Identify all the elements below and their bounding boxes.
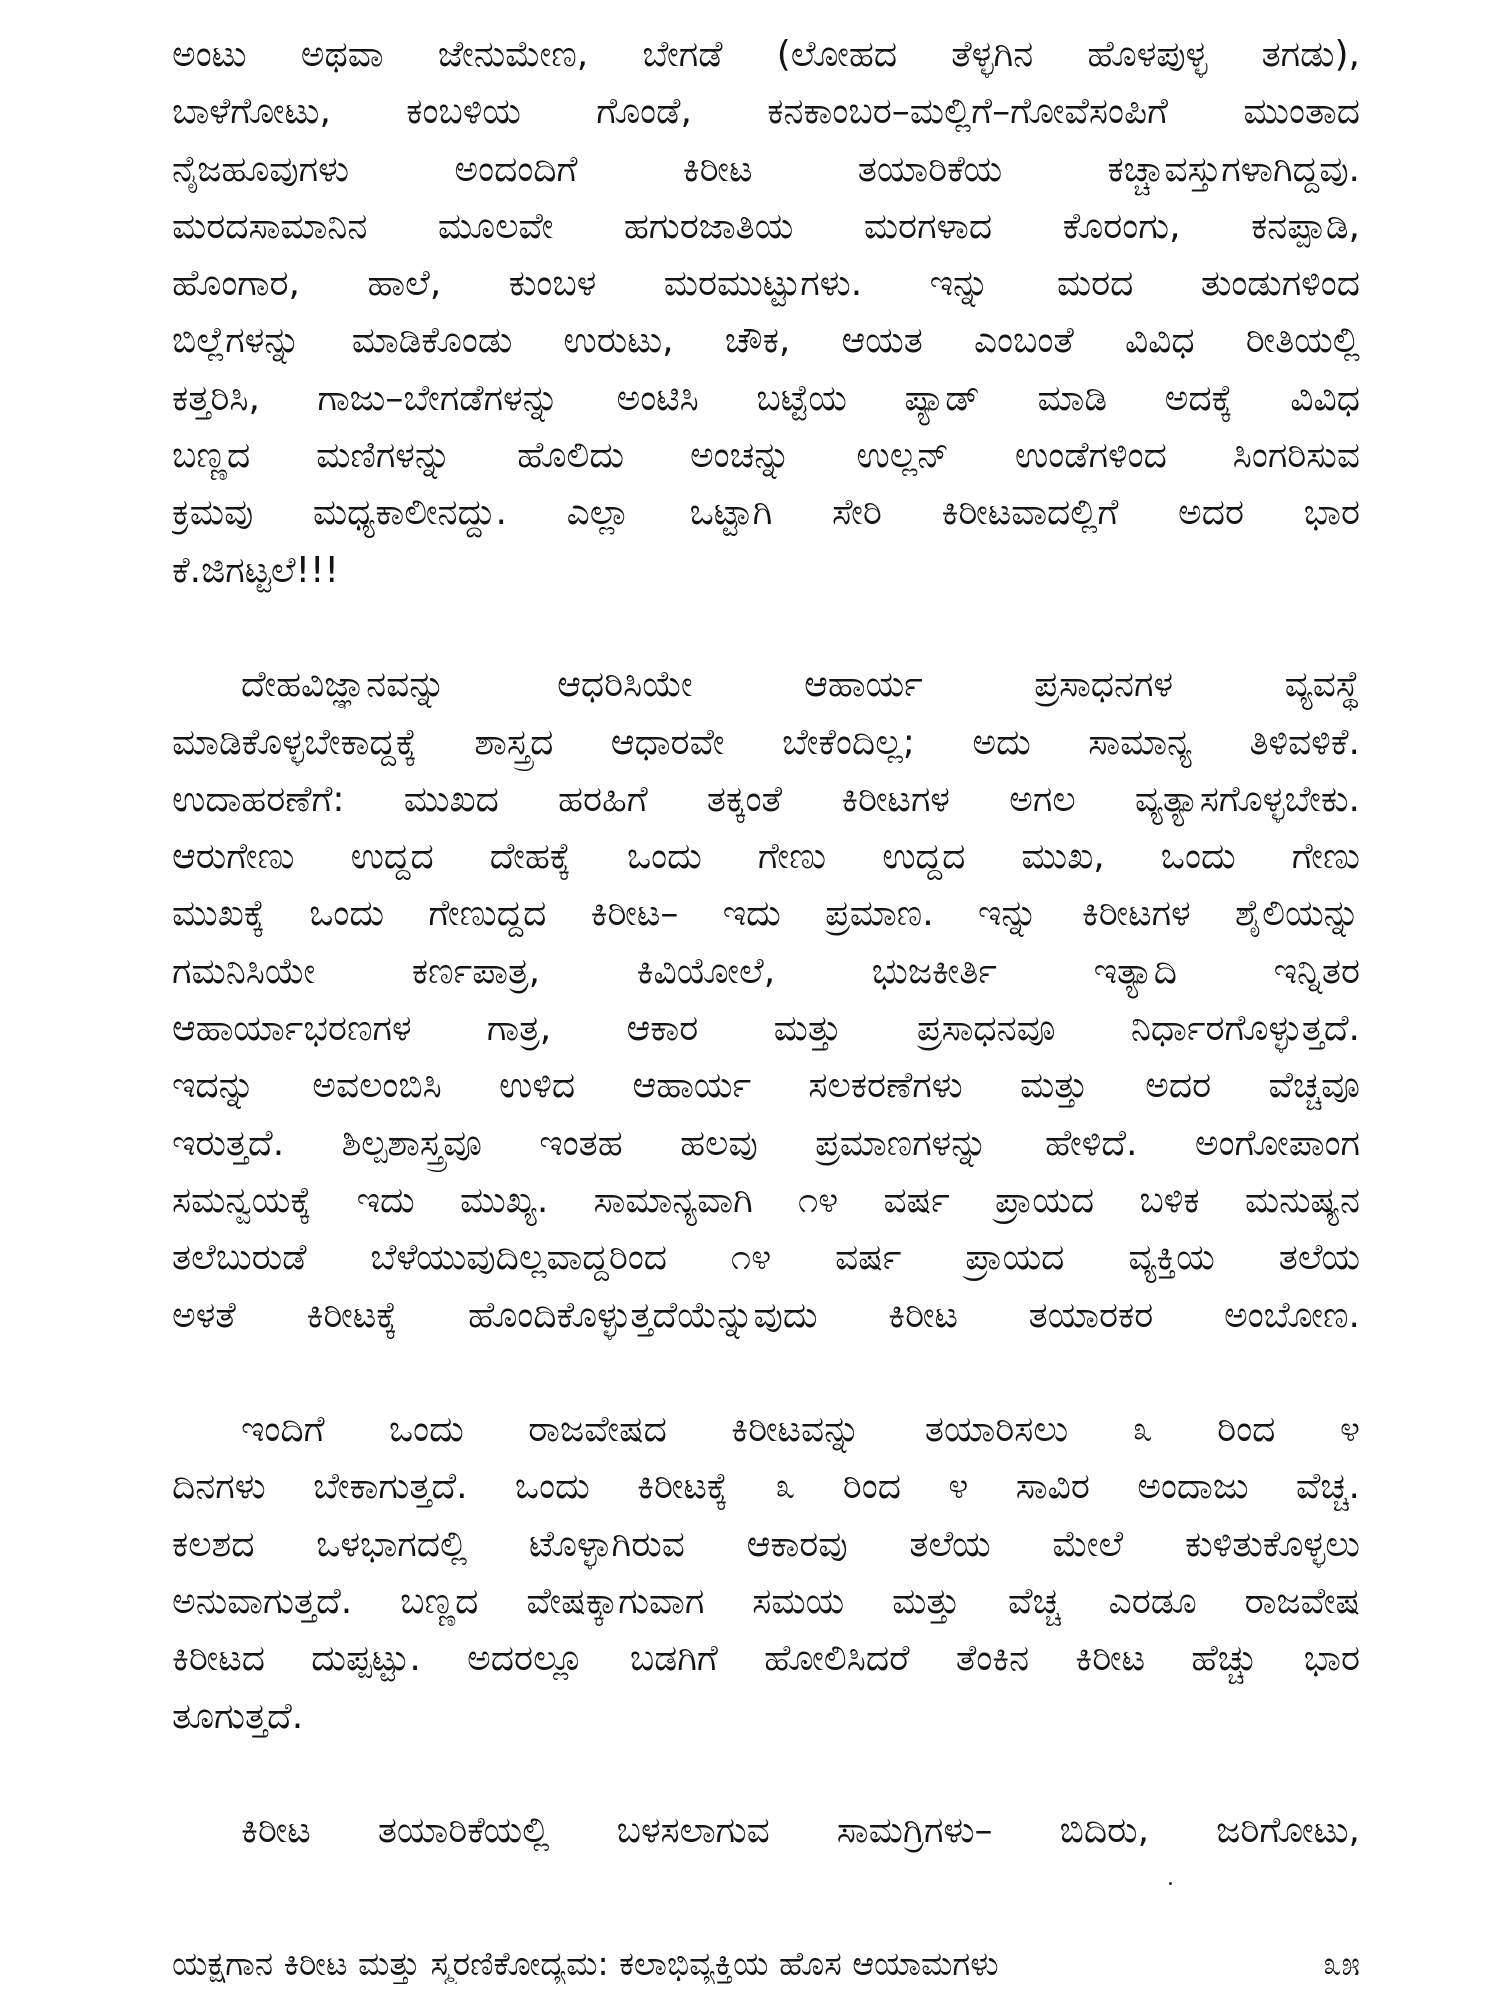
text-line: ತೂಗುತ್ತದೆ.: [172, 1695, 304, 1737]
text-line: ಮಾಡಿಕೊಳ್ಳಬೇಕಾದ್ದಕ್ಕೆ ಶಾಸ್ತ್ರದ ಆಧಾರವೇ ಬೇಕೆಂದಿಲ್ಲ; ಅದು ಸಾಮಾನ್ಯ ತಿಳಿವಳಿಕೆ.: [172, 721, 1360, 763]
text-line: ಆಹಾರ್ಯಾಭರಣಗಳ ಗಾತ್ರ, ಆಕಾರ ಮತ್ತು ಪ್ರಸಾಧನವೂ ನಿರ್ಧಾರಗೊಳ್ಳುತ್ತದೆ.: [172, 1008, 1360, 1050]
text-line: ಕೆ.ಜಿಗಟ್ಟಲೆ!!!: [172, 549, 339, 591]
text-line: ಬಿಲ್ಲೆಗಳನ್ನು ಮಾಡಿಕೊಂಡು ಉರುಟು, ಚೌಕ, ಆಯತ ಎಂಬಂತೆ ವಿವಿಧ ರೀತಿಯಲ್ಲಿ: [172, 320, 1360, 362]
text-line: ಉದಾಹರಣೆಗೆ: ಮುಖದ ಹರಹಿಗೆ ತಕ್ಕಂತೆ ಕಿರೀಟಗಳ ಅಗಲ ವ್ಯತ್ಯಾಸಗೊಳ್ಳಬೇಕು.: [172, 778, 1360, 820]
text-line: ತಲೆಬುರುಡೆ ಬೆಳೆಯುವುದಿಲ್ಲವಾದ್ದರಿಂದ ೧೪ ವರ್ಷ ಪ್ರಾಯದ ವ್ಯಕ್ತಿಯ ತಲೆಯ: [172, 1237, 1360, 1279]
text-line: ದೇಹವಿಜ್ಞಾನವನ್ನು ಆಧರಿಸಿಯೇ ಆಹಾರ್ಯ ಪ್ರಸಾಧನಗಳ ವ್ಯವಸ್ಥೆ: [241, 664, 1360, 706]
text-line: ಅಂಟು ಅಥವಾ ಜೇನುಮೇಣ, ಬೇಗಡೆ (ಲೋಹದ ತೆಳ್ಳಗಿನ ಹೊಳಪುಳ್ಳ ತಗಡು),: [172, 34, 1360, 75]
paragraph: [172, 656, 1360, 1344]
text-line: ದಿನಗಳು ಬೇಕಾಗುತ್ತದೆ. ಒಂದು ಕಿರೀಟಕ್ಕೆ ೩ ರಿಂದ ೪ ಸಾವಿರ ಅಂದಾಜು ವೆಚ್ಚ.: [172, 1466, 1360, 1508]
text-line: ಅಳತೆ ಕಿರೀಟಕ್ಕೆ ಹೊಂದಿಕೊಳ್ಳುತ್ತದೆಯೆನ್ನುವುದು ಕಿರೀಟ ತಯಾರಕರ ಅಂಬೋಣ.: [172, 1294, 1360, 1336]
text-line: ಕಲಶದ ಒಳಭಾಗದಲ್ಲಿ ಟೊಳ್ಳಾಗಿರುವ ಆಕಾರವು ತಲೆಯ ಮೇಲೆ ಕುಳಿತುಕೊಳ್ಳಲು: [172, 1523, 1360, 1565]
running-footer: [172, 1944, 1360, 1984]
text-line: ಹೊಂಗಾರ, ಹಾಲೆ, ಕುಂಬಳ ಮರಮುಟ್ಟುಗಳು. ಇನ್ನು ಮರದ ತುಂಡುಗಳಿಂದ: [172, 263, 1360, 305]
text-line: ಕತ್ತರಿಸಿ, ಗಾಜು–ಬೇಗಡೆಗಳನ್ನು ಅಂಟಿಸಿ ಬಟ್ಟೆಯ ಪ್ಯಾಡ್ ಮಾಡಿ ಅದಕ್ಕೆ ವಿವಿಧ: [172, 377, 1360, 419]
paragraph: [172, 1401, 1360, 1745]
text-line: ಕ್ರಮವು ಮಧ್ಯಕಾಲೀನದ್ದು. ಎಲ್ಲಾ ಒಟ್ಟಾಗಿ ಸೇರಿ ಕಿರೀಟವಾದಲ್ಲಿಗೆ ಅದರ ಭಾರ: [172, 492, 1360, 534]
text-line: ಕಿರೀಟದ ದುಪ್ಪಟ್ಟು. ಅದರಲ್ಲೂ ಬಡಗಿಗೆ ಹೋಲಿಸಿದರೆ ತೆಂಕಿನ ಕಿರೀಟ ಹೆಚ್ಚು ಭಾರ: [172, 1638, 1360, 1680]
text-line: ನೈಜಹೂವುಗಳು ಅಂದಂದಿಗೆ ಕಿರೀಟ ತಯಾರಿಕೆಯ ಕಚ್ಚಾವಸ್ತುಗಳಾಗಿದ್ದವು.: [172, 148, 1360, 190]
text-line: ಅನುವಾಗುತ್ತದೆ. ಬಣ್ಣದ ವೇಷಕ್ಕಾಗುವಾಗ ಸಮಯ ಮತ್ತು ವೆಚ್ಚ ಎರಡೂ ರಾಜವೇಷ: [172, 1581, 1360, 1623]
page-number: ೩೫: [1323, 1944, 1360, 1983]
text-line: ಕಿರೀಟ ತಯಾರಿಕೆಯಲ್ಲಿ ಬಳಸಲಾಗುವ ಸಾಮಗ್ರಿಗಳು– ಬಿದಿರು, ಜರಿಗೋಟು,: [241, 1810, 1360, 1852]
text-line: ಇಂದಿಗೆ ಒಂದು ರಾಜವೇಷದ ಕಿರೀಟವನ್ನು ತಯಾರಿಸಲು ೩ ರಿಂದ ೪: [241, 1409, 1360, 1451]
paragraph: [172, 1802, 1360, 1859]
text-line: ಇರುತ್ತದೆ. ಶಿಲ್ಪಶಾಸ್ತ್ರವೂ ಇಂತಹ ಹಲವು ಪ್ರಮಾಣಗಳನ್ನು ಹೇಳಿದೆ. ಅಂಗೋಪಾಂಗ: [172, 1122, 1360, 1164]
text-line: ಬಾಳೆಗೋಟು, ಕಂಬಳಿಯ ಗೊಂಡೆ, ಕನಕಾಂಬರ–ಮಲ್ಲಿಗೆ–ಗೋವೆಸಂಪಿಗೆ ಮುಂತಾದ: [172, 91, 1360, 133]
text-line: ಬಣ್ಣದ ಮಣಿಗಳನ್ನು ಹೊಲಿದು ಅಂಚನ್ನು ಉಲ್ಲನ್ ಉಂಡೆಗಳಿಂದ ಸಿಂಗರಿಸುವ: [172, 435, 1360, 477]
text-line: ಇದನ್ನು ಅವಲಂಬಿಸಿ ಉಳಿದ ಆಹಾರ್ಯ ಸಲಕರಣೆಗಳು ಮತ್ತು ಅದರ ವೆಚ್ಚವೂ: [172, 1065, 1360, 1107]
footer-title: ಯಕ್ಷಗಾನ ಕಿರೀಟ ಮತ್ತು ಸ್ಮರಣಿಕೋದ್ಯಮ: ಕಲಾಭಿವ್ಯಕ್ತಿಯ ಹೊಸ ಆಯಾಮಗಳು: [172, 1944, 999, 1983]
text-line: ಗಮನಿಸಿಯೇ ಕರ್ಣಪಾತ್ರ, ಕಿವಿಯೋಲೆ, ಭುಜಕೀರ್ತಿ ಇತ್ಯಾದಿ ಇನ್ನಿತರ: [172, 950, 1360, 992]
body-text: [172, 26, 1360, 1860]
paragraph: [172, 26, 1360, 599]
text-line: ಮರದಸಾಮಾನಿನ ಮೂಲವೇ ಹಗುರಜಾತಿಯ ಮರಗಳಾದ ಕೊರಂಗು, ಕನಪ್ಪಾಡಿ,: [172, 205, 1360, 247]
scan-speck: [1169, 1882, 1172, 1885]
text-line: ಸಮನ್ವಯಕ್ಕೆ ಇದು ಮುಖ್ಯ. ಸಾಮಾನ್ಯವಾಗಿ ೧೪ ವರ್ಷ ಪ್ರಾಯದ ಬಳಿಕ ಮನುಷ್ಯನ: [172, 1179, 1360, 1221]
text-line: ಆರುಗೇಣು ಉದ್ದದ ದೇಹಕ್ಕೆ ಒಂದು ಗೇಣು ಉದ್ದದ ಮುಖ, ಒಂದು ಗೇಣು: [172, 836, 1360, 878]
text-line: ಮುಖಕ್ಕೆ ಒಂದು ಗೇಣುದ್ದದ ಕಿರೀಟ– ಇದು ಪ್ರಮಾಣ. ಇನ್ನು ಕಿರೀಟಗಳ ಶೈಲಿಯನ್ನು: [172, 893, 1360, 935]
